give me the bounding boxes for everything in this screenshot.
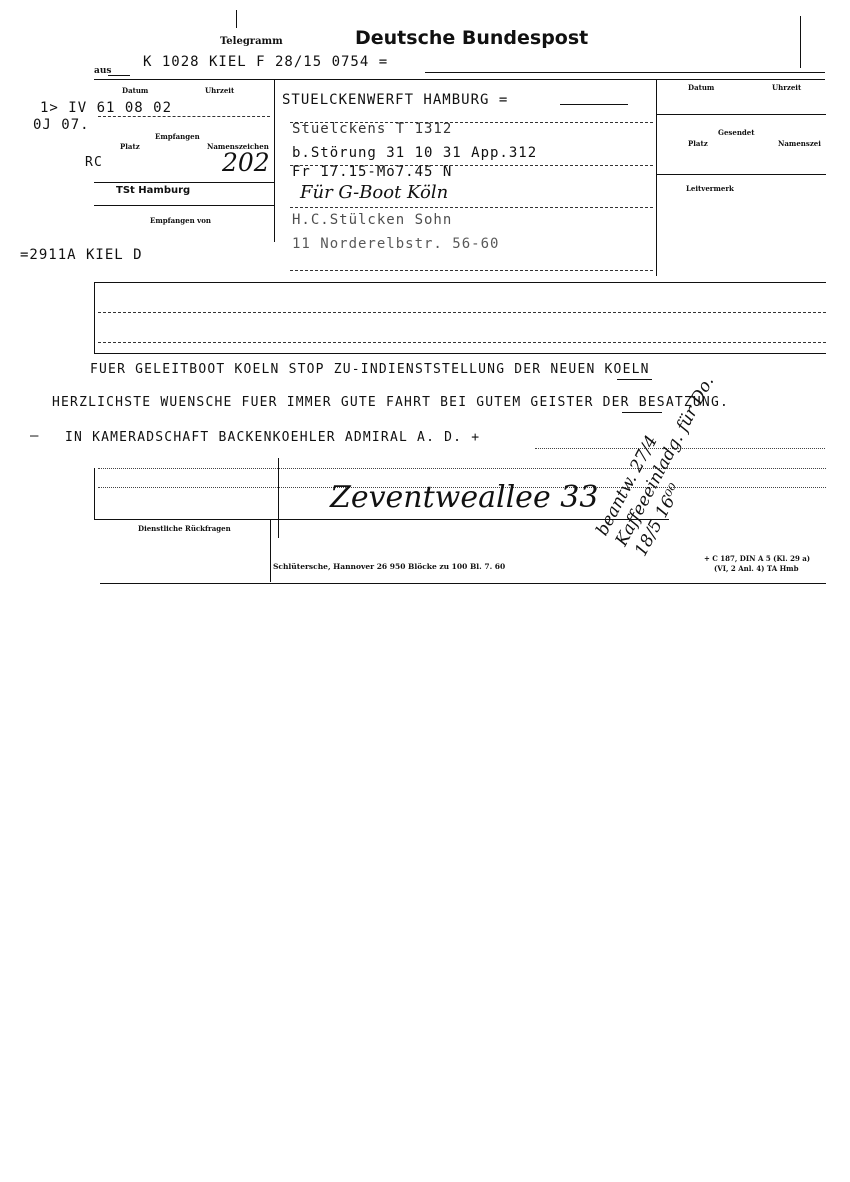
service-rule-2	[98, 342, 826, 343]
datum-label-left: Datum	[122, 86, 149, 95]
service-left-rule	[94, 282, 95, 354]
handwritten-note: beantw. 27/4 Kaffeeeinladg. für Do. 18/5 16⁰⁰	[592, 372, 719, 560]
platz-value: RC	[85, 155, 104, 170]
dienstliche-right-rule	[270, 520, 271, 582]
printer-line: Schlütersche, Hannover 26 950 Blöcke zu 100 Bl. 7. 60	[273, 562, 506, 571]
uhrzeit-label-left: Uhrzeit	[205, 86, 235, 95]
bottom-mid-tick	[278, 458, 279, 538]
form-type-label: Telegramm	[220, 36, 283, 47]
empfangen-von-value: =2911A KIEL D	[20, 247, 143, 263]
message-line-1: FUER GELEITBOOT KOELN STOP ZU-INDIENSTSTELLUNG DER NEUEN KOELN	[90, 362, 650, 377]
aus-label: aus	[94, 66, 112, 76]
bottom-left-rule	[94, 468, 95, 520]
address-line-6: 11 Norderelbstr. 56-60	[292, 236, 500, 252]
address-line-5: H.C.Stülcken Sohn	[292, 212, 453, 228]
empfangen-label: Empfangen	[155, 132, 200, 141]
receipt-line-1: 1> IV 61 08 02	[40, 100, 173, 116]
gesendet-label: Gesendet	[718, 128, 755, 137]
address-left-rule	[274, 80, 275, 242]
address-line-3: b.Störung 31 10 31 App.312	[292, 145, 538, 161]
service-bottom-rule	[94, 353, 826, 354]
right-rule-1	[656, 114, 826, 115]
receipt-dotted-rule	[98, 116, 270, 117]
page-title: Deutsche Bundespost	[355, 27, 589, 49]
right-rule-2	[656, 174, 826, 175]
platz-label-right: Platz	[688, 139, 708, 148]
origin-line: K 1028 KIEL F 28/15 0754 =	[143, 54, 389, 70]
bottom-dotted-1	[98, 468, 826, 469]
message-dash: —	[30, 428, 40, 444]
namenszeichen-label-left: Namenszeichen	[207, 142, 269, 151]
namenszeichen-label-right: Namenszei	[778, 139, 821, 148]
service-top-rule	[94, 282, 826, 283]
form-bottom-edge	[100, 583, 826, 584]
dienstliche-label: Dienstliche Rückfragen	[138, 524, 231, 533]
address-rule-3	[290, 207, 653, 208]
tst-bottom-rule	[94, 205, 274, 206]
form-code-line-2: (VI, 2 Anl. 4) TA Hmb	[714, 564, 799, 573]
address-rule-4	[290, 270, 653, 271]
datum-label-right: Datum	[688, 83, 715, 92]
platz-label-left: Platz	[120, 142, 140, 151]
address-line-1: STUELCKENWERFT HAMBURG =	[282, 92, 509, 108]
tst-top-rule	[94, 182, 274, 183]
leitvermerk-label: Leitvermerk	[686, 184, 734, 193]
aus-underline	[108, 75, 130, 76]
message-line-2: HERZLICHSTE WUENSCHE FUER IMMER GUTE FAHRT BEI GUTEM GEISTER DER BESATZUNG.	[52, 395, 729, 410]
service-rule-1	[98, 312, 826, 313]
address-right-rule	[656, 80, 657, 276]
empfangen-von-label: Empfangen von	[150, 216, 211, 225]
uhrzeit-label-right: Uhrzeit	[772, 83, 802, 92]
address-line-1-dash	[560, 104, 628, 105]
receipt-line-2: 0J 07.	[33, 117, 90, 133]
tst-label: TSt Hamburg	[116, 185, 191, 196]
bottom-rule	[94, 519, 669, 520]
header-right-rule	[800, 16, 801, 68]
address-handwritten: Für G-Boot Köln	[300, 182, 449, 203]
handwritten-address: Zeventweallee 33	[330, 480, 599, 515]
message-line-3: IN KAMERADSCHAFT BACKENKOEHLER ADMIRAL A. D. +	[65, 430, 481, 445]
address-line-4: Fr 17.15-Mo7.45 N	[292, 164, 453, 180]
top-rule	[94, 79, 825, 80]
origin-rule	[425, 72, 825, 73]
underline-neuen	[617, 379, 652, 380]
namenszeichen-value: 202	[222, 148, 270, 177]
form-code-line-1: + C 187, DIN A 5 (Kl. 29 a)	[704, 554, 811, 563]
address-line-2: Stuelckens T 1312	[292, 121, 453, 137]
header-tick	[236, 10, 237, 28]
